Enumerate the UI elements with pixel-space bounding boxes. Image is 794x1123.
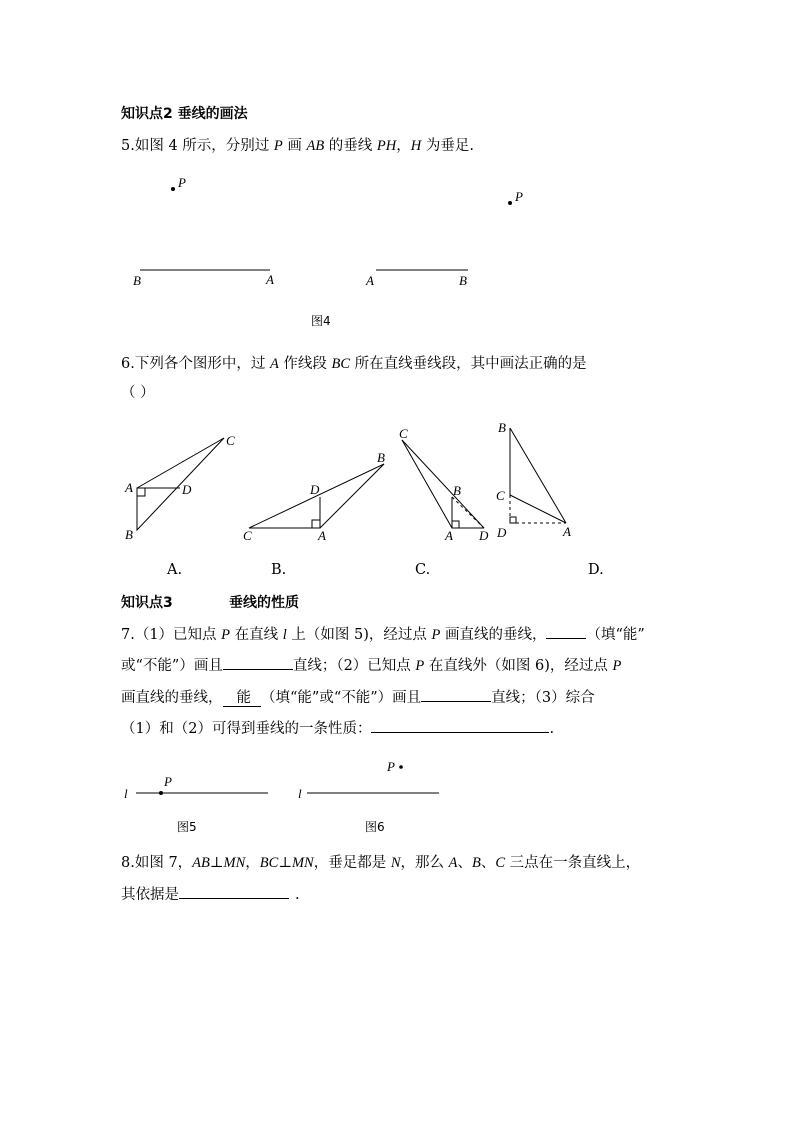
- section-heading-2: 知识点2 垂线的画法: [121, 106, 248, 122]
- label-p-right: P: [515, 189, 523, 204]
- q5-number: 5.: [121, 138, 135, 154]
- svg-text:图6: 图6: [365, 820, 385, 834]
- option-a: A.: [167, 562, 183, 578]
- svg-text:l: l: [298, 786, 302, 801]
- svg-text:A: A: [318, 528, 326, 543]
- svg-text:A: A: [445, 528, 453, 543]
- q6-figure-d: [496, 420, 571, 540]
- q6-figure-c: [399, 426, 489, 543]
- svg-text:P: P: [387, 759, 395, 774]
- svg-text:P: P: [164, 774, 172, 789]
- filled-answer: 能: [223, 690, 262, 707]
- label-a-right: A: [366, 273, 374, 288]
- question-8-line-2: 其依据是 .: [121, 883, 300, 904]
- answer-parentheses: （ ）: [121, 385, 155, 401]
- figure-5: [124, 774, 268, 834]
- label-b-right: B: [459, 273, 467, 288]
- svg-text:C: C: [226, 433, 235, 448]
- svg-text:D: D: [479, 528, 489, 543]
- caption-fig4: 图4: [311, 314, 331, 328]
- blank-3[interactable]: [421, 687, 491, 702]
- label-p-left: P: [178, 175, 186, 190]
- svg-text:l: l: [124, 786, 128, 801]
- question-8-line-1: 8.如图 7，AB⊥MN，BC⊥MN，垂足都是 N，那么 A、B、C 三点在一条直线上，: [121, 855, 641, 871]
- figure-6: [298, 759, 439, 834]
- blank-2[interactable]: [223, 655, 293, 670]
- question-7-line-1: 7.（1）已知点 P 在直线 l 上（如图 5)，经过点 P 画直线的垂线， （填“能”: [121, 623, 645, 644]
- q6-number: 6.: [121, 356, 135, 372]
- question-6-text: 6.下列各个图形中，过 A 作线段 BC 所在直线垂线段，其中画法正确的是: [121, 356, 587, 372]
- svg-text:C: C: [399, 426, 408, 441]
- svg-text:图5: 图5: [177, 820, 197, 834]
- section-title-3: 垂线的性质: [229, 595, 299, 611]
- blank-1[interactable]: [546, 624, 586, 639]
- svg-text:B: B: [377, 450, 385, 465]
- label-a-left: A: [266, 272, 274, 287]
- question-7-line-2: 或“不能”）画且 直线；（2）已知点 P 在直线外（如图 6)，经过点 P: [121, 654, 621, 675]
- question-5-text: 5.如图 4 所示，分别过 P 画 AB 的垂线 PH，H 为垂足.: [121, 138, 474, 154]
- svg-text:B: B: [125, 527, 133, 542]
- point-p-right: [508, 201, 512, 205]
- option-c: C.: [415, 562, 431, 578]
- q6-figure-b: [243, 450, 385, 543]
- svg-text:C: C: [243, 528, 252, 543]
- q6-figure-a: [124, 433, 235, 542]
- svg-text:C: C: [496, 488, 505, 503]
- svg-text:A: A: [125, 480, 133, 495]
- svg-text:D: D: [310, 482, 320, 497]
- blank-5[interactable]: [179, 884, 289, 899]
- question-7-line-4: （1）和（2）可得到垂线的一条性质： .: [121, 717, 554, 738]
- option-b: B.: [271, 562, 287, 578]
- svg-text:A: A: [563, 524, 571, 539]
- svg-text:B: B: [453, 483, 461, 498]
- svg-text:B: B: [498, 420, 506, 435]
- point-p-left: [171, 187, 175, 191]
- section-heading-3: 知识点3: [121, 595, 173, 611]
- label-b-left: B: [133, 273, 141, 288]
- svg-text:D: D: [182, 482, 192, 497]
- blank-4[interactable]: [371, 718, 549, 733]
- option-d: D.: [588, 562, 604, 578]
- question-7-line-3: 画直线的垂线， 能 （填“能”或“不能”）画且 直线；（3）综合: [121, 686, 595, 707]
- svg-text:D: D: [497, 525, 507, 540]
